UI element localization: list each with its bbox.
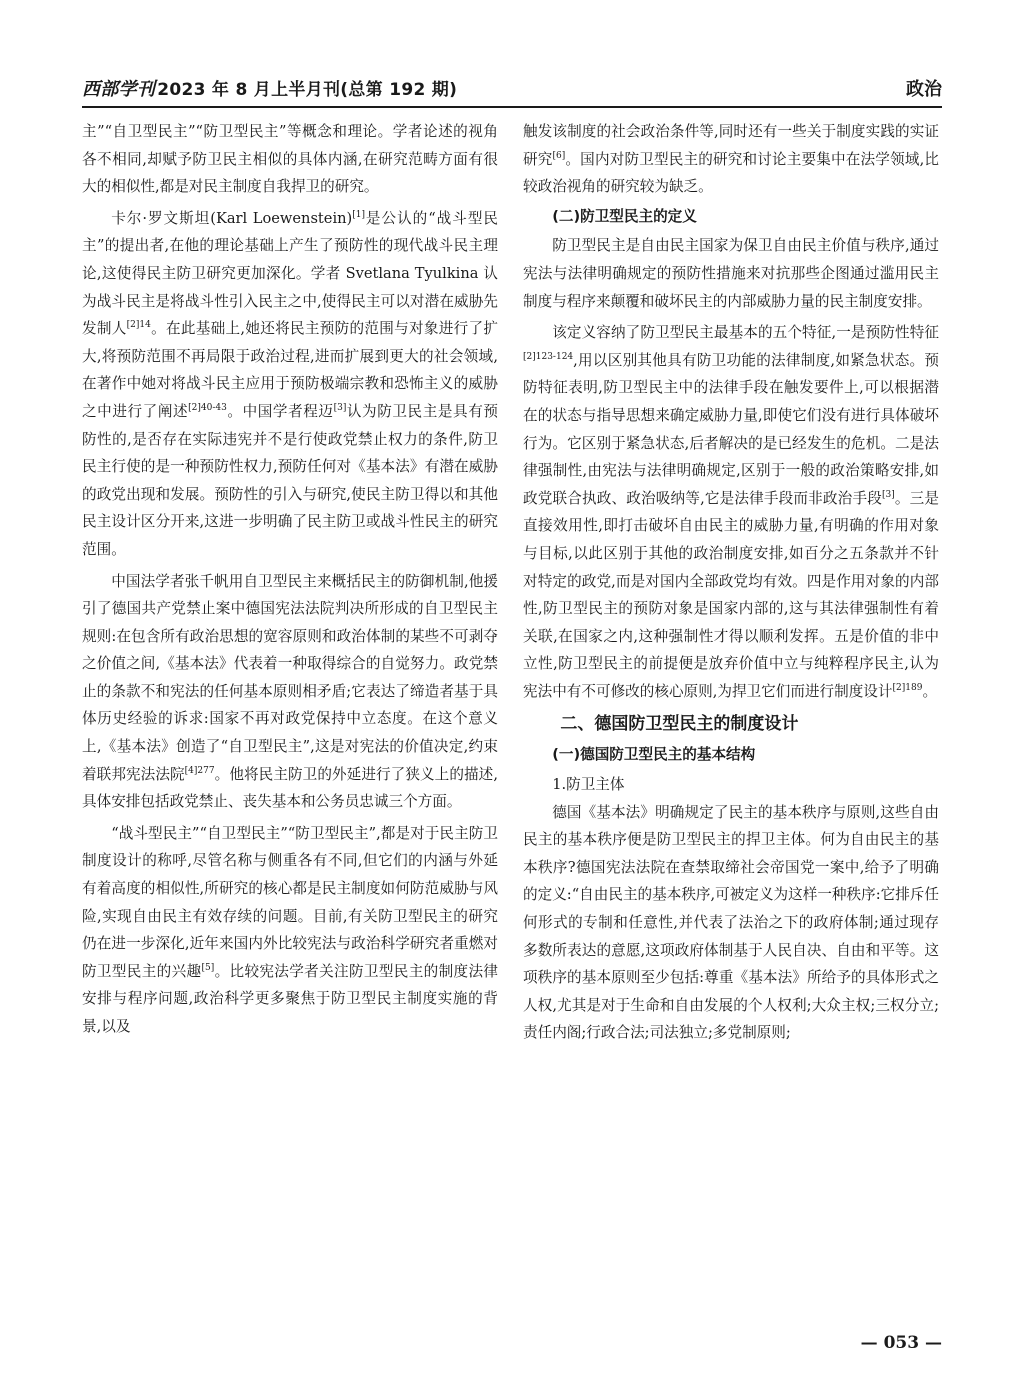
page-header xyxy=(82,70,942,108)
citation: [2]40-43 xyxy=(188,402,227,413)
citation: [2]189 xyxy=(892,682,923,693)
sub-subsection-heading: 1.防卫主体 xyxy=(552,776,625,794)
citation: [2]123-124 xyxy=(523,351,574,362)
paragraph: 德国《基本法》明确规定了民主的基本秩序与原则,这些自由民主的基本秩序便是防卫型民主的捍卫主体。何为自由民主的基本秩序?德国宪法法院在查禁取缔社会帝国党一案中,给予了明确的定义:“自由民主的基本秩序,可被定义为这样一种秩序:它排斥任何形式的专制和任意性,并代表了法治之下的政府体制;通过现存多数所表达的意愿,这项政府体制基于人民自决、自由和平等。这项秩序的基本原则至少包括:尊重《基本法》所给予的具体形式之人权,尤其是对于生命和自由发展的个人权利;大众主权;三权分立;责任内阁;行政合法;司法独立;多党制原则; xyxy=(523,803,939,1042)
citation: [3] xyxy=(881,489,895,500)
subsection-heading: (一)德国防卫型民主的基本结构 xyxy=(552,746,756,764)
paragraph: 卡尔·罗文斯坦(Karl Loewenstein)[1]是公认的“战斗型民主”的提出者,在他的理论基础上产生了预防性的现代战斗民主理论,这使得民主防卫研究更加深化。学者 Svetlana Tyulkina 认为战斗民主是将战斗性引入民主之中,使得民主可以对潜在威胁先发制人$^{[2]14}$。在此基础上,她还将民主预防的范围与对象进行了扩大,将预防范围不再局限于政治过程,进而扩展到更大的社会领域,在著作中她对将战斗民主应用于预防极端宗教和恐怖主义的威胁之中进行了阐述$^{[2]40-43}$。中国学者程迈[3]认为防卫民主是具有预防性的,是否存在实际违宪并不是行使政党禁止权力的条件,防卫民主行使的是一种预防性权力,预防任何对《基本法》有潜在威胁的政党出现和发展。预防性的引入与研究,使民主防卫得以和其他民主设计区分开来,这进一步明确了民主防卫或战斗性民主的研究范围。 xyxy=(82,209,498,558)
page-number: — 053 — xyxy=(860,1333,942,1353)
paragraph: 触发该制度的社会政治条件等,同时还有一些关于制度实践的实证研究[6]。国内对防卫型民主的研究和讨论主要集中在法学领域,比较政治视角的研究较为缺乏。 xyxy=(523,123,939,196)
citation: [2]14 xyxy=(126,320,151,331)
citation: [1] xyxy=(352,209,365,220)
subsection-heading: (二)防卫型民主的定义 xyxy=(552,207,697,225)
citation: [4]277 xyxy=(184,765,215,776)
paragraph: 中国法学者张千帆用自卫型民主来概括民主的防御机制,他援引了德国共产党禁止案中德国宪法法院判决所形成的自卫型民主规则:在包含所有政治思想的宽容原则和政治体制的某些不可剥夺之价值之间,《基本法》代表着一种取得综合的自觉努力。政党禁止的条款不和宪法的任何基本原则相矛盾;它表达了缔造者基于具体历史经验的诉求:国家不再对政党保持中立态度。在这个意义上,《基本法》创造了“自卫型民主”,这是对宪法的价值决定,约束着联邦宪法法院$^{[4]277}$。他将民主防卫的外延进行了狭义上的描述,具体安排包括政党禁止、丧失基本和公务员忠诚三个方面。 xyxy=(82,572,498,811)
journal-issue-line xyxy=(82,75,457,101)
paragraph: 主”“自卫型民主”“防卫型民主”等概念和理论。学者论述的视角各不相同,却赋予防卫民主相似的具体内涵,在研究范畴方面有很大的相似性,都是对民主制度自我捍卫的研究。 xyxy=(82,123,498,196)
issue-info: 2023 年 8 月上半月刊(总第 192 期) xyxy=(157,80,458,100)
citation: [6] xyxy=(552,150,566,161)
right-column xyxy=(523,118,939,1047)
journal-name: 西部学刊 xyxy=(82,79,156,100)
paragraph: 该定义容纳了防卫型民主最基本的五个特征,一是预防性特征$^{[2]123-124}$,用以区别其他具有防卫功能的法律制度,如紧急状态。预防特征表明,防卫型民主中的法律手段在触发要件上,可以根据潜在的状态与指导思想来确定威胁力量,即使它们没有进行具体破坏行为。它区别于紧急状态,后者解决的是已经发生的危机。二是法律强制性,由宪法与法律明确规定,区别于一般的政治策略安排,如政党联合执政、政治吸纳等,它是法律手段而非政治手段[3]。三是直接效用性,即打击破坏自由民主的威胁力量,有明确的作用对象与目标,以此区别于其他的政治制度安排,如百分之五条款并不针对特定的政党,而是对国内全部政党均有效。四是作用对象的内部性,防卫型民主的预防对象是国家内部的,这与其法律强制性有着关联,在国家之内,这种强制性才得以顺利发挥。五是价值的非中立性,防卫型民主的前提便是放弃价值中立与纯粹程序民主,认为宪法中有不可修改的核心原则,为捍卫它们而进行制度设计$^{[2]189}$。 xyxy=(523,324,939,700)
citation: [3] xyxy=(333,402,347,413)
paragraph: “战斗型民主”“自卫型民主”“防卫型民主”,都是对于民主防卫制度设计的称呼,尽管名称与侧重各有不同,但它们的内涵与外延有着高度的相似性,所研究的核心都是民主制度如何防范威胁与风险,实现自由民主有效存续的问题。目前,有关防卫型民主的研究仍在进一步深化,近年来国内外比较宪法与政治科学研究者重燃对防卫型民主的兴趣[5]。比较宪法学者关注防卫型民主的制度法律安排与程序问题,政治科学更多聚焦于防卫型民主制度实施的背景,以及 xyxy=(82,824,498,1035)
citation: [5] xyxy=(201,962,215,973)
section-heading: 二、德国防卫型民主的制度设计 xyxy=(560,714,799,735)
section-name: 政治 xyxy=(906,79,942,100)
left-column xyxy=(82,118,498,1041)
paragraph: 防卫型民主是自由民主国家为保卫自由民主价值与秩序,通过宪法与法律明确规定的预防性措施来对抗那些企图通过滥用民主制度与程序来颠覆和破坏民主的内部威胁力量的民主制度安排。 xyxy=(523,237,939,310)
